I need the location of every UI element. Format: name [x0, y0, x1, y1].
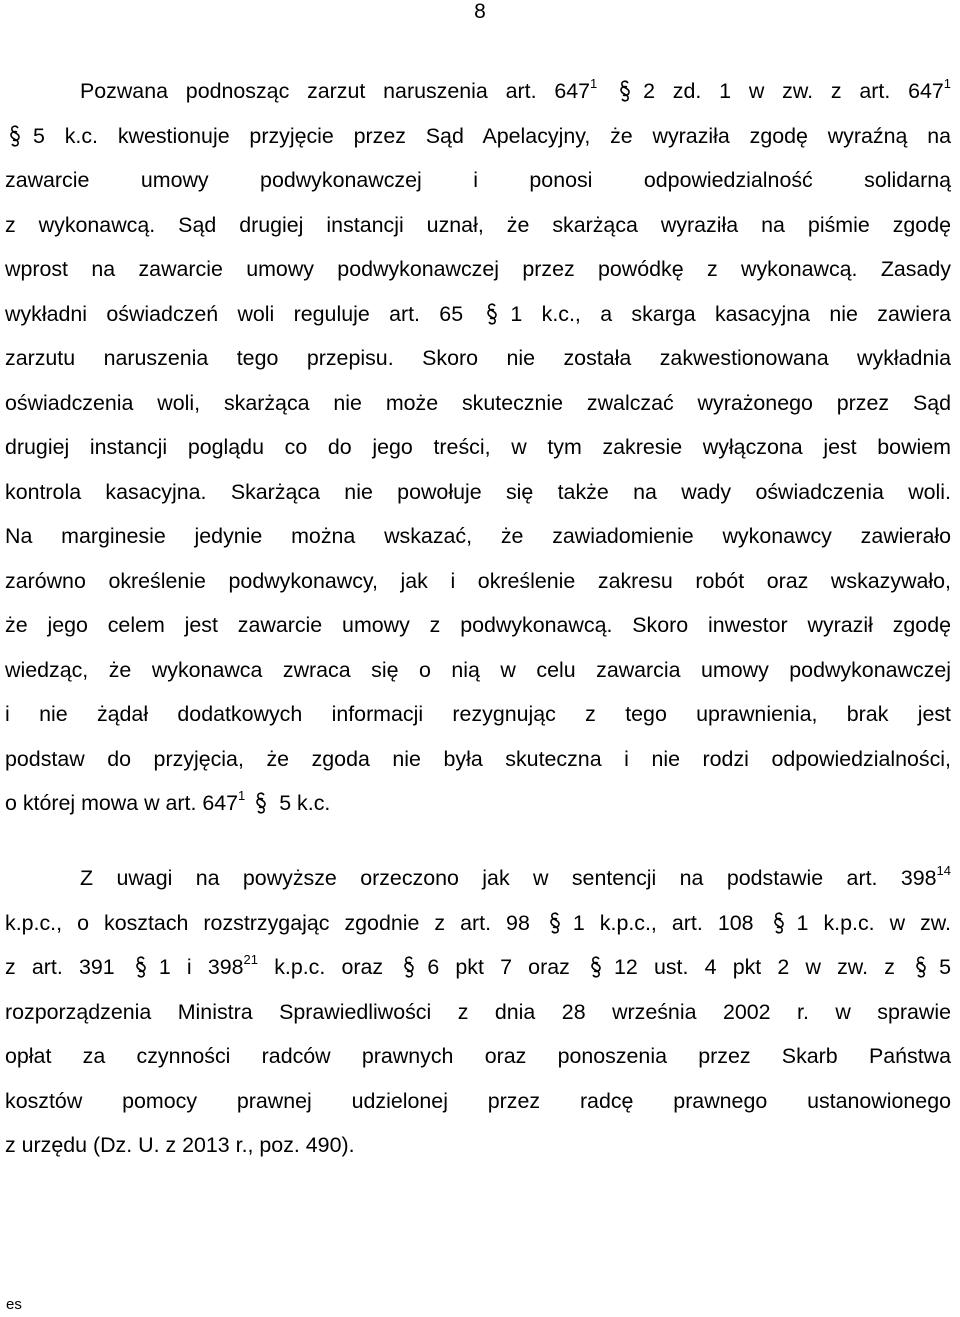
text-line: oświadczenia woli, skarżąca nie może skutecznie zwalczać wyrażonego przez Sąd: [5, 390, 951, 415]
text-line: Na marginesie jedynie można wskazać, że zawiadomienie wykonawcy zawierało: [5, 524, 951, 548]
text-line: Pozwana podnosząc zarzut naruszenia art. $647^1$ 2 zd. 1 w zw. z art. $647^1$: [80, 76, 951, 103]
text-line: o której mowa w art. $647^1$ 5 k.c.: [5, 788, 331, 815]
section-sign-icon: [486, 303, 498, 325]
text-line: rozporządzenia Ministra Sprawiedliwości z dnia 28 września 2002 r. w sprawie: [5, 999, 951, 1024]
text-line: że jego celem jest zawarcie umowy z podwykonawcą. Skoro inwestor wyraził zgodę: [5, 613, 951, 637]
section-sign-icon: [915, 956, 927, 978]
section-sign-icon: [773, 912, 785, 934]
page-number: 8: [474, 0, 486, 23]
text-line: z urzędu (Dz. U. z 2013 r., poz. 490).: [5, 1133, 355, 1157]
text-line: wykładni oświadczeń woli reguluje art. 65 1 k.c., a skarga kasacyjna nie zawiera: [5, 301, 951, 326]
section-sign-icon: [549, 912, 561, 934]
text-line: wprost na zawarcie umowy podwykonawczej przez powódkę z wykonawcą. Zasady: [5, 257, 951, 281]
text-line: kontrola kasacyjna. Skarżąca nie powołuje się także na wady oświadczenia woli.: [5, 479, 951, 504]
text-line: opłat za czynności radców prawnych oraz ponoszenia przez Skarb Państwa: [5, 1044, 951, 1068]
text-line: i nie żądał dodatkowych informacji rezygnując z tego uprawnienia, brak jest: [5, 702, 951, 726]
text-line: k.p.c., o kosztach rozstrzygając zgodnie z art. 98 1 k.p.c., art. 108 1 k.p.c. w zw.: [5, 910, 951, 935]
text-line: z art. 391 1 i $398^{21}$ k.p.c. oraz 6 pkt 7 oraz 12 ust. 4 pkt 2 w zw. z 5: [5, 952, 951, 979]
text-line: drugiej instancji poglądu co do jego treści, w tym zakresie wyłączona jest bowiem: [5, 435, 951, 459]
paragraph-reasoning: [5, 69, 951, 826]
text-line: z wykonawcą. Sąd drugiej instancji uznał, że skarżąca wyraziła na piśmie zgodę: [5, 212, 951, 237]
text-line: kosztów pomocy prawnej udzielonej przez radcę prawnego ustanowionego: [5, 1088, 951, 1113]
text-line: Z uwagi na powyższe orzeczono jak w sentencji na podstawie art. $398^{14}$: [80, 863, 951, 890]
section-sign-icon: [9, 125, 21, 147]
text-line: podstaw do przyjęcia, że zgoda nie była skuteczna i nie rodzi odpowiedzialności,: [5, 746, 951, 771]
section-sign-icon: [590, 956, 602, 978]
text-line: wiedząc, że wykonawca zwraca się o nią w celu zawarcia umowy podwykonawczej: [5, 657, 951, 682]
text-line: zawarcie umowy podwykonawczej i ponosi odpowiedzialność solidarną: [5, 168, 951, 192]
section-sign-icon: [619, 80, 631, 102]
text-line: zarówno określenie podwykonawcy, jak i określenie zakresu robót oraz wskazywało,: [5, 568, 951, 593]
section-sign-icon: [255, 792, 267, 814]
section-sign-icon: [403, 956, 415, 978]
text-line: zarzutu naruszenia tego przepisu. Skoro nie została zakwestionowana wykładnia: [5, 346, 951, 370]
footer-mark: es: [6, 1296, 22, 1313]
text-line: 5 k.c. kwestionuje przyjęcie przez Sąd Apelacyjny, że wyraziła zgodę wyraźną na: [5, 114, 951, 159]
section-sign-icon: [135, 956, 147, 978]
paragraph-ruling: [5, 856, 951, 1168]
